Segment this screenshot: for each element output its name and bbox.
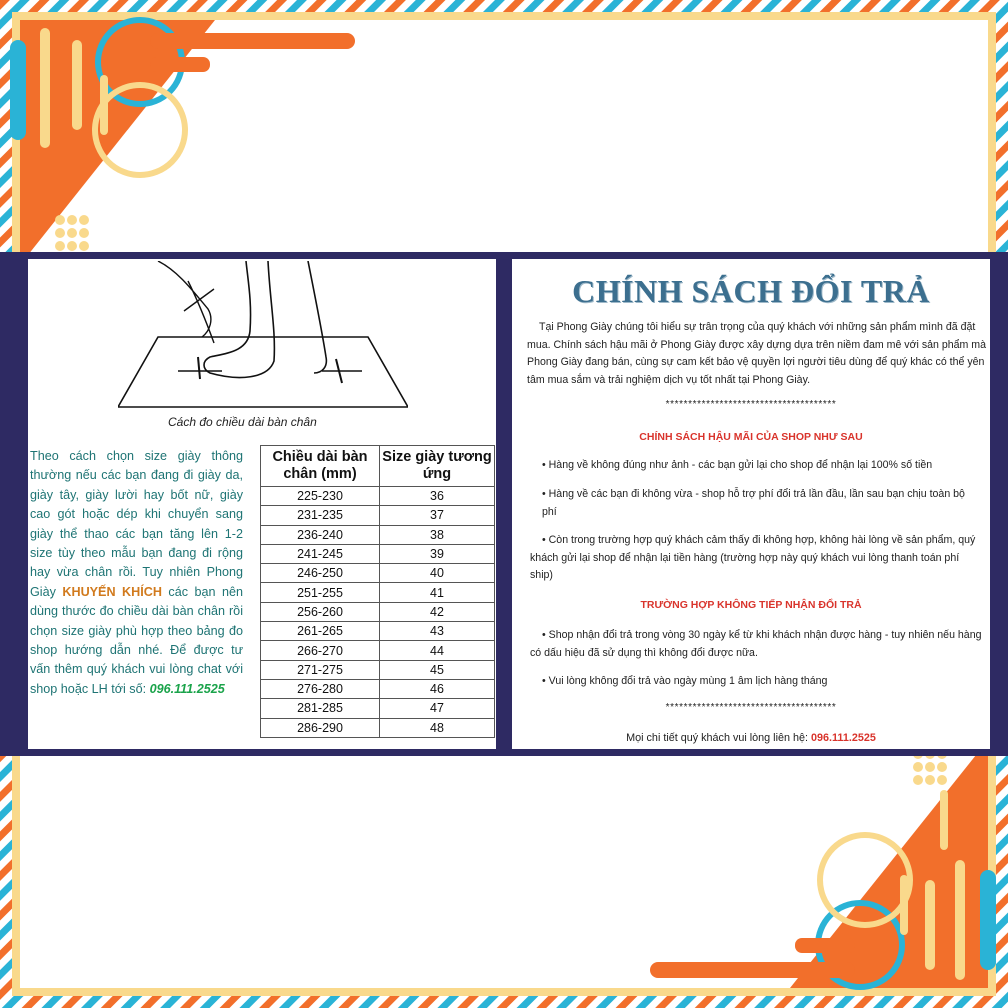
header-shoe-size: Size giày tương ứng (380, 446, 495, 487)
contact-line: Mọi chi tiết quý khách vui lòng liên hệ: 096.111.2525 (626, 732, 876, 744)
size-guide-panel (28, 259, 496, 749)
table-row: 236-240 38 (261, 525, 495, 544)
table-row: 266-270 44 (261, 641, 495, 660)
section-no-return-title: TRƯỜNG HỢP KHÔNG TIẾP NHẬN ĐỔI TRẢ (640, 599, 862, 611)
table-row: 271-275 45 (261, 660, 495, 679)
list-item: • Shop nhận đổi trả trong vòng 30 ngày kể từ khi khách nhận được hàng - tuy nhiên nếu hàng có dấu hiệu đã sử dụng thì không đổi được nữa. (530, 629, 982, 659)
list-item: • Còn trong trường hợp quý khách cảm thấy đi không hợp, không hài lòng về sản phẩm, quý khách gửi lại shop để nhận lại tiền hàng (trường hợp này quý khách vui lòng thanh toán phí ship) (530, 534, 976, 581)
table-row: 246-250 40 (261, 564, 495, 583)
list-item: • Vui lòng không đổi trả vào ngày mùng 1 âm lịch hàng tháng (542, 675, 828, 687)
encourage-highlight: KHUYẾN KHÍCH (62, 584, 162, 599)
policy-title: CHÍNH SÁCH ĐỔI TRẢ (572, 273, 930, 309)
size-table (260, 445, 495, 738)
contact-phone: 096.111.2525 (811, 732, 876, 744)
foot-measuring-illustration-icon (118, 261, 408, 411)
policy-intro: Tại Phong Giày chúng tôi hiểu sự trân trọng của quý khách với những sản phẩm mình đã đặt mua. Chính sách hậu mãi ở Phong Giày được xây dựng dựa trên niềm đam mê với sản phẩm mà Phong Giày đang bán, cùng sự cam kết bảo vệ quyền lợi người tiêu dùng để quý khác có thể yên tâm mua sắm và trải nghiệm dịch vụ tốt nhất tại Phong Giày. (527, 321, 987, 386)
table-row: 286-290 48 (261, 718, 495, 737)
table-row: 261-265 43 (261, 622, 495, 641)
advice-phone: 096.111.2525 (149, 681, 225, 696)
section-aftersales-title: CHÍNH SÁCH HẬU MÃI CỦA SHOP NHƯ SAU (639, 431, 863, 443)
list-item: • Hàng về các bạn đi không vừa - shop hỗ trợ phí đổi trả lần đầu, lần sau bạn chịu toàn bộ phí (542, 488, 965, 518)
table-row: 241-245 39 (261, 544, 495, 563)
table-row: 256-260 42 (261, 602, 495, 621)
table-row: 276-280 46 (261, 679, 495, 698)
header-foot-length: Chiều dài bàn chân (mm) (261, 446, 380, 487)
size-advice-text: Theo cách chọn size giày thông thường nếu các bạn đang đi giày da, giày tây, giày lười hay bốt nữ, giày cao gót hoặc dép khi chuyển sang giày thể thao các bạn tăng lên 1-2 size tùy theo mẫu bạn đang đi rộng hay vừa chân rồi. Tuy nhiên Phong Giày KHUYẾN KHÍCH các bạn nên dùng thước đo chiều dài bàn chân rồi chọn size giày phù hợp theo bảng đo shop hướng dẫn nhé. Để được tư vấn thêm quý khách vui lòng chat với shop hoặc LH tới số: 096.111.2525 (30, 449, 243, 696)
table-row: 231-235 37 (261, 506, 495, 525)
return-policy-panel (512, 259, 990, 749)
table-row: 281-285 47 (261, 699, 495, 718)
list-item: • Hàng về không đúng như ảnh - các bạn gửi lại cho shop để nhận lại 100% số tiền (542, 459, 933, 471)
size-table-header (261, 446, 495, 487)
measure-caption: Cách đo chiều dài bàn chân (168, 415, 317, 429)
separator: ************************************** (665, 399, 837, 410)
separator: ************************************** (665, 702, 837, 713)
table-row: 225-230 36 (261, 487, 495, 506)
table-row: 251-255 41 (261, 583, 495, 602)
